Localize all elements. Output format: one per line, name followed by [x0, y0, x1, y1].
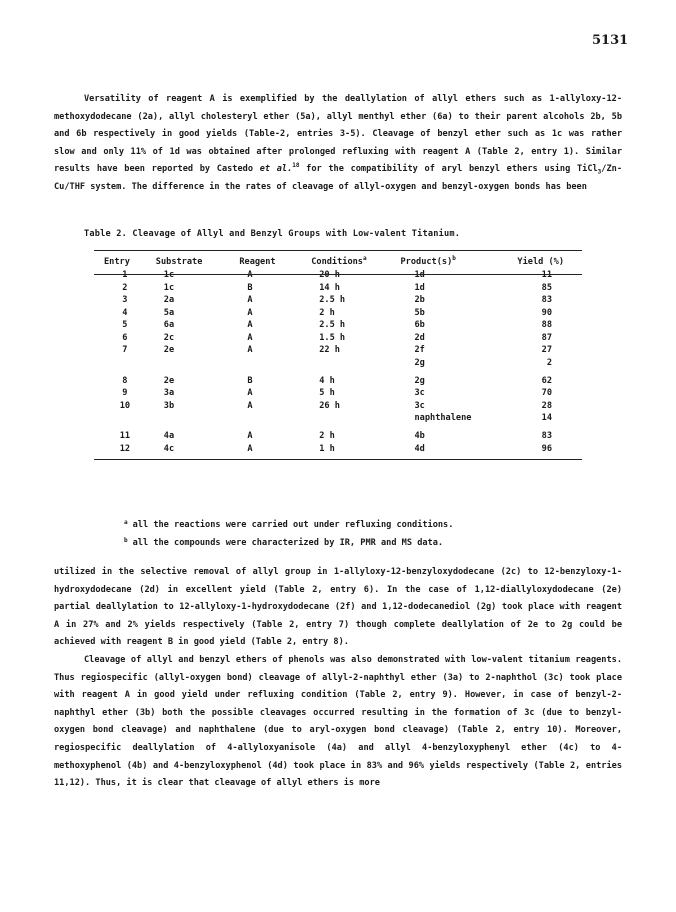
footnote-b-text: all the compounds were characterized by IR, PMR and MS data. [132, 538, 444, 548]
cell-substrate: 3b [163, 400, 175, 411]
header-conditions-text: Conditions [311, 256, 363, 267]
cell-product: 2g [414, 357, 425, 368]
cell-substrate: 4a [163, 431, 175, 441]
para-bottom-2: Cleavage of allyl and benzyl ethers of phenols was also demonstrated with low-valent titanium reagents. Thus regiospecific (allyl-oxygen bond) cleavage of allyl-2-naphthyl ether (3a) to 2-naphthol (3c) took place with reagent A in good yield under refluxing condition (Table 2, entry 9). However, in case of benzyl-2-naphthyl ether (3b) both the possible cleavages occurred resulting in the formation of 3c (due to benzyl-oxygen bond cleavage) and naphthalene (due to aryl-oxygen bond cleavage) (Table 2, entry 10). Moreover, regiospecific deallylation of 4-allyloxyanisole (4a) and allyl 4-benzyloxyphenyl ether (4c) to 4-methoxyphenol (4b) and 4-benzyloxyphenol (4d) took place in 83% and 96% yields respectively (Table 2, entries 11,12). Thus, it is clear that cleavage of allyl ethers is more [54, 654, 622, 789]
cell-reagent: A [247, 270, 253, 280]
cell-reagent [235, 412, 301, 425]
cell-product: 4d [414, 443, 425, 454]
cell-reagent: A [247, 431, 253, 441]
cell-entry: 3 [122, 295, 128, 305]
para-top-mid: for the compatibility of aryl benzyl ethers using TiCl [299, 164, 598, 175]
cell-product: 1d [414, 270, 425, 280]
footnote-a [124, 515, 453, 533]
cell-conditions: 22 h [319, 345, 340, 355]
subscript-3: 3 [597, 169, 602, 177]
cell-reagent: A [247, 443, 253, 454]
paragraph-top [54, 91, 622, 197]
para-top-lead: Versatility of reagent A is exemplified by the deallylation of allyl ethers such as 1-allyloxy-12-methoxydodecane (2a), allyl cholesteryl ether (5a), allyl menthyl ether (6a) to their parent alcohols 2b, 5b and 6b respectively in good yields (Table-2, entries 3-5). Cleavage of benzyl ether such as 1c was rather slow and only 11% of 1d was obtained after prolonged refluxing with reagent A (Table 2, entry 1). Similar results have been reported by Castedo [54, 94, 622, 175]
table-caption: Table 2. Cleavage of Allyl and Benzyl Groups with Low-valent Titanium. [84, 229, 461, 239]
cell-entry [94, 412, 156, 425]
cell-yield: 90 [541, 307, 552, 318]
cell-yield: 88 [541, 320, 552, 330]
footnote-a-mark: a [124, 519, 128, 526]
para-bottom-1: utilized in the selective removal of allyl group in 1-allyloxy-12-benzyloxydodecane (2c) to 12-benzyloxy-1-hydroxydodecane (2d) in excellent yield (Table 2, entry 6). In the case of 1,12-diallyloxydodecane (2e) partial deallylation to 12-allyloxy-1-hydroxydodecane (2f) and 1,12-dodecanediol (2g) took place with reagent A in 27% and 2% yields respectively (Table 2, entry 7) though complete deallylation of 2e to 2g could be achieved with reagent B in good yield (Table 2, entry 8). [54, 567, 622, 648]
cell-entry: 6 [122, 332, 128, 343]
header-yield: Yield (%) [517, 256, 564, 267]
cell-entry: 8 [122, 375, 128, 386]
cell-entry: 4 [122, 307, 128, 318]
cell-yield: 2 [546, 357, 552, 368]
cell-conditions: 2.5 h [319, 320, 346, 330]
reference-mark: 18 [292, 162, 300, 170]
cell-yield: 83 [541, 295, 552, 305]
cell-product: 2g [414, 375, 425, 386]
cell-product: 1d [414, 282, 425, 293]
cell-substrate: 3a [163, 388, 175, 398]
cell-reagent [235, 357, 301, 370]
cell-yield: 14 [541, 413, 552, 423]
cell-conditions: 1.5 h [319, 332, 346, 343]
cell-product: 5b [414, 307, 425, 318]
cell-conditions: 20 h [319, 270, 340, 280]
footnote-mark-a: a [362, 254, 367, 262]
cell-conditions: 4 h [319, 375, 335, 386]
cell-product: 3c [414, 400, 425, 411]
cell-substrate: 1c [163, 270, 175, 280]
table-row [94, 412, 582, 425]
table-bottom-rule [94, 459, 582, 460]
page-number: 5131 [592, 33, 629, 48]
footnote-mark-b: b [452, 254, 456, 262]
header-substrate: Substrate [155, 256, 203, 267]
footnote-b [124, 533, 453, 551]
header-products-text: Product(s) [400, 256, 453, 267]
cell-yield: 70 [541, 388, 552, 398]
cell-substrate: 5a [163, 307, 175, 318]
table-header-rule [94, 274, 582, 275]
cell-reagent: A [247, 307, 253, 318]
cell-yield: 62 [541, 375, 552, 386]
cell-reagent: A [247, 400, 253, 411]
table-row [94, 332, 582, 345]
cell-substrate: 2c [163, 332, 175, 343]
cell-product: 3c [414, 388, 425, 398]
table-footnotes [124, 515, 453, 551]
cell-product: 4b [414, 431, 425, 441]
cell-substrate: 2e [163, 375, 175, 386]
cell-substrate: 4c [163, 443, 175, 454]
cell-yield: 11 [541, 270, 552, 280]
cell-yield: 83 [541, 431, 552, 441]
cell-reagent: A [247, 295, 253, 305]
para-top-tail: /Zn-Cu/THF system. The difference in the rates of cleavage of allyl-oxygen and benzyl-oxygen bonds has been [54, 164, 622, 192]
cell-substrate: 6a [163, 320, 175, 330]
cell-conditions [301, 357, 400, 370]
cell-yield: 96 [541, 443, 552, 454]
cell-entry: 2 [122, 282, 128, 293]
cell-entry: 1 [122, 270, 128, 280]
table-row [94, 282, 582, 295]
cell-conditions: 2.5 h [319, 295, 346, 305]
cell-entry: 9 [122, 388, 128, 398]
cell-substrate [156, 412, 236, 425]
cell-conditions [301, 412, 400, 425]
paragraph-bottom [54, 564, 622, 793]
header-reagent: Reagent [239, 256, 276, 267]
table-row [94, 319, 582, 332]
header-products [401, 255, 499, 269]
cell-reagent: B [247, 282, 253, 293]
cell-yield: 87 [541, 332, 552, 343]
table-row [94, 369, 582, 387]
cell-reagent: B [247, 375, 253, 386]
cell-product: 2b [414, 295, 425, 305]
table-row [94, 387, 582, 400]
table-row [94, 307, 582, 320]
cell-entry: 7 [122, 345, 128, 355]
cell-reagent: A [247, 345, 253, 355]
cell-reagent: A [247, 320, 253, 330]
table-header-row [94, 255, 582, 269]
table-row [94, 400, 582, 413]
cell-product: 2f [414, 345, 425, 355]
footnote-a-text: all the reactions were carried out under refluxing conditions. [132, 520, 454, 530]
cell-reagent: A [247, 388, 253, 398]
cell-entry: 12 [119, 443, 131, 454]
et-al: et al. [259, 164, 293, 175]
cell-yield: 85 [541, 282, 552, 293]
header-entry: Entry [104, 256, 130, 267]
cell-reagent: A [247, 332, 253, 343]
cell-conditions: 5 h [319, 388, 335, 398]
cell-yield: 28 [541, 400, 552, 411]
header-conditions [301, 255, 400, 269]
footnote-b-mark: b [124, 537, 128, 544]
cell-product: 6b [414, 320, 425, 330]
table-top-rule [94, 250, 582, 251]
cell-substrate: 2a [163, 295, 175, 305]
cell-substrate: 1c [163, 282, 175, 293]
cell-product: 2d [414, 332, 425, 343]
table-row [94, 294, 582, 307]
cell-entry [94, 357, 156, 370]
table-row [94, 344, 582, 357]
cell-conditions: 2 h [319, 431, 335, 441]
cell-conditions: 26 h [319, 400, 340, 411]
table-row [94, 357, 582, 370]
cell-yield: 27 [541, 345, 552, 355]
table-row [94, 443, 582, 456]
cell-conditions: 2 h [319, 307, 335, 318]
cell-conditions: 14 h [319, 282, 340, 293]
cell-conditions: 1 h [319, 443, 335, 454]
table-row [94, 425, 582, 443]
cell-substrate: 2e [163, 345, 175, 355]
cell-entry: 5 [122, 320, 128, 330]
cell-entry: 10 [119, 400, 131, 411]
cell-substrate [156, 357, 236, 370]
cell-product: naphthalene [414, 413, 472, 423]
cell-entry: 11 [119, 431, 131, 441]
table-row [94, 269, 582, 282]
